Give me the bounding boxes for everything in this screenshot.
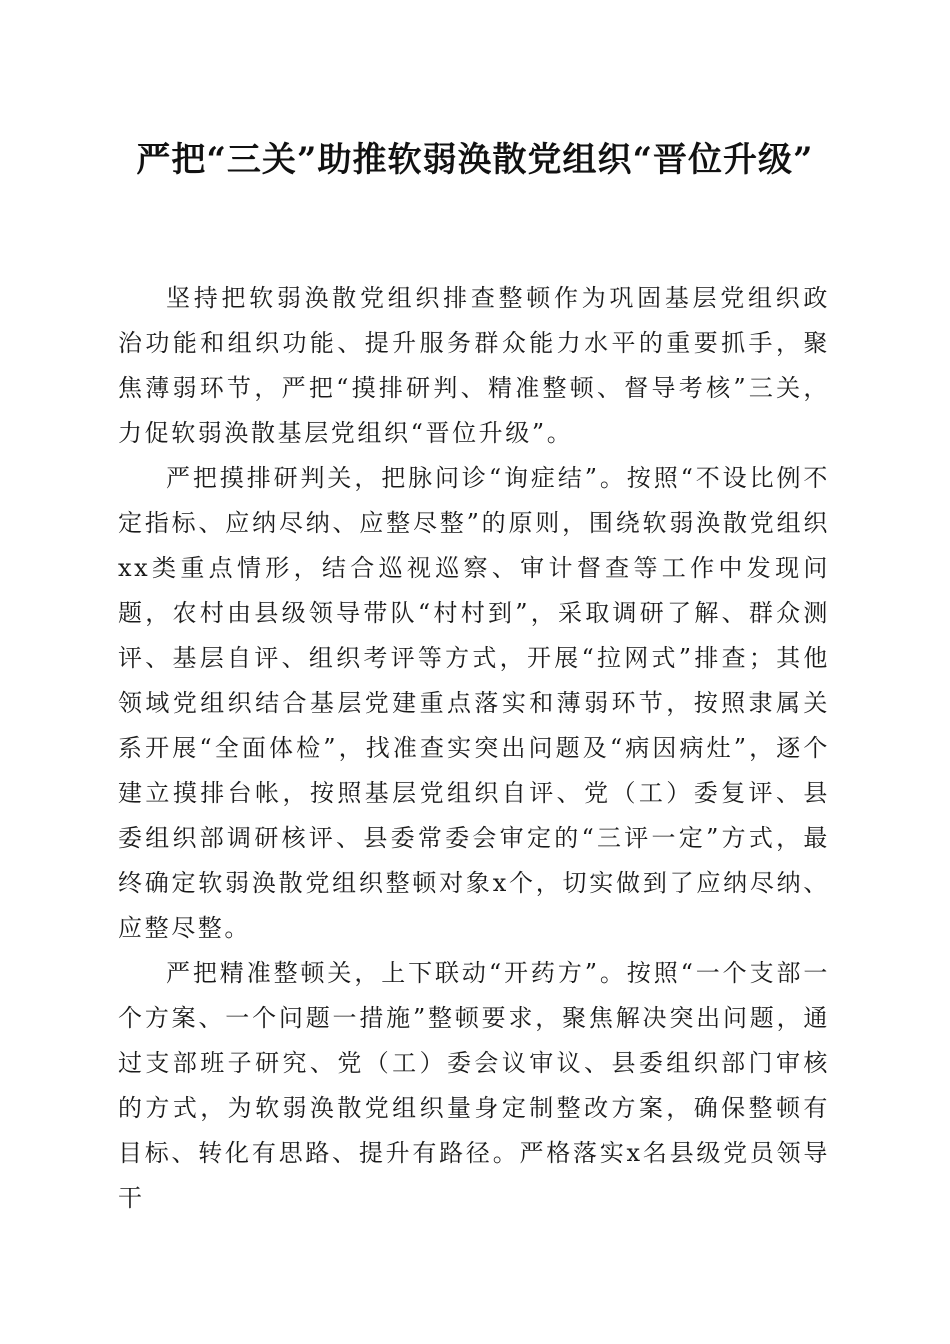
document-title: 严把“三关”助推软弱涣散党组织“晋位升级” (136, 140, 814, 180)
paragraph-intro: 坚持把软弱涣散党组织排查整顿作为巩固基层党组织政治功能和组织功能、提升服务群众能力水平的重要抓手，聚焦薄弱环节，严把“摸排研判、精准整顿、督导考核”三关，力促软弱涣散基层党组织“晋位升级”。 (118, 284, 830, 447)
paragraph-investigation: 严把摸排研判关，把脉问诊“询症结”。按照“不设比例不定指标、应纳尽纳、应整尽整”的原则，围绕软弱涣散党组织xx类重点情形，结合巡视巡察、审计督查等工作中发现问题，农村由县级领导带队“村村到”，采取调研了解、群众测评、基层自评、组织考评等方式，开展“拉网式”排查；其他领域党组织结合基层党建重点落实和薄弱环节，按照隶属关系开展“全面体检”，找准查实突出问题及“病因病灶”，逐个建立摸排台帐，按照基层党组织自评、党（工）委复评、县委组织部调研核评、县委常委会审定的“三评一定”方式，最终确定软弱涣散党组织整顿对象x个，切实做到了应纳尽纳、应整尽整。 (118, 464, 830, 942)
document-body (118, 276, 830, 1221)
paragraph-rectification: 严把精准整顿关，上下联动“开药方”。按照“一个支部一个方案、一个问题一措施”整顿要求，聚焦解决突出问题，通过支部班子研究、党（工）委会议审议、县委组织部门审核的方式，为软弱涣散党组织量身定制整改方案，确保整顿有目标、转化有思路、提升有路径。严格落实x名县级党员领导干 (118, 959, 830, 1212)
